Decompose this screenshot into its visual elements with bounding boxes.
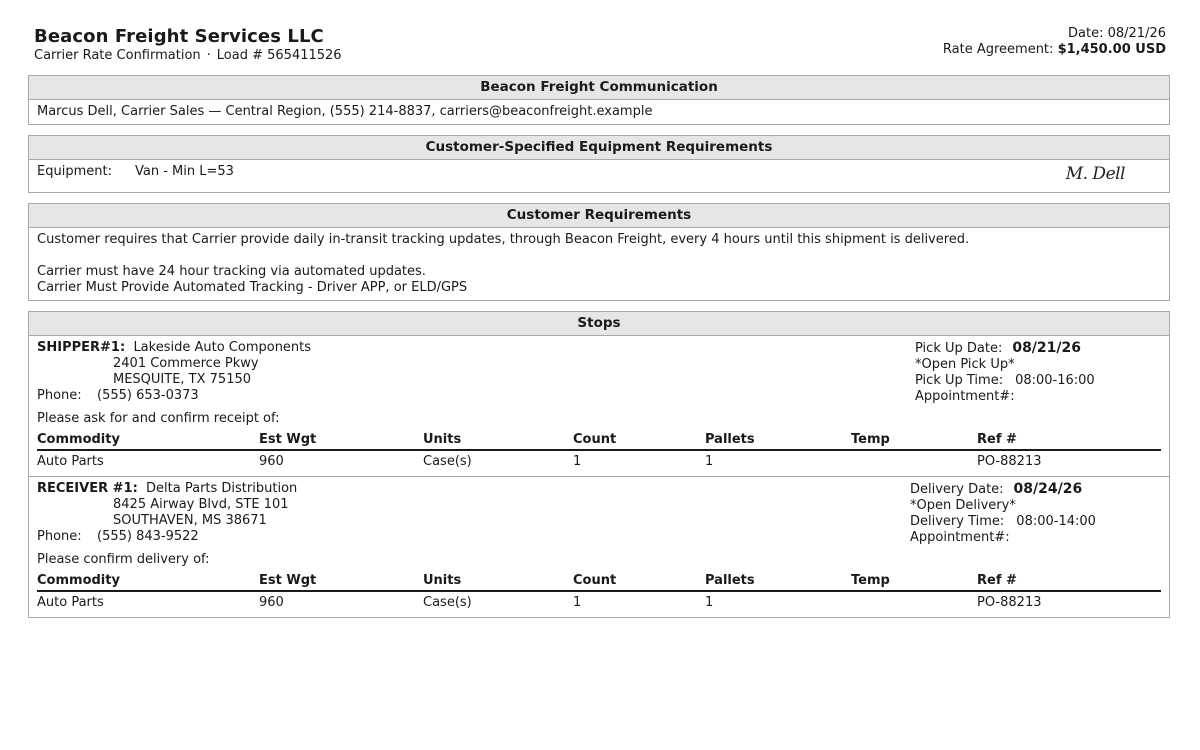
shipper-address-line1: 2401 Commerce Pkwy bbox=[113, 356, 259, 371]
receiver-name-line bbox=[37, 481, 297, 497]
pickup-time: 08:00-16:00 bbox=[1015, 373, 1095, 388]
delivery-date-label: Delivery Date: bbox=[910, 482, 1004, 497]
table-header-row bbox=[37, 431, 1161, 451]
communication-section bbox=[28, 75, 1170, 125]
confirm-instructions: Please ask for and confirm receipt of: bbox=[37, 411, 280, 426]
pickup-date-label: Pick Up Date: bbox=[915, 341, 1003, 356]
header-summary bbox=[943, 26, 1166, 58]
section-title: Customer-Specified Equipment Requirements bbox=[29, 136, 1169, 160]
section-title: Stops bbox=[29, 312, 1169, 336]
stop-kind-label: RECEIVER #1: bbox=[37, 481, 138, 496]
cell-units: Case(s) bbox=[423, 595, 472, 610]
requirement-line: Carrier Must Provide Automated Tracking - Driver APP, or ELD/GPS bbox=[37, 280, 468, 295]
receiver-address-line2: SOUTHAVEN, MS 38671 bbox=[113, 513, 267, 528]
open-pickup-note: *Open Pick Up* bbox=[915, 357, 1015, 372]
subtitle-separator: · bbox=[206, 48, 211, 63]
delivery-schedule bbox=[910, 481, 1096, 546]
shipper-phone: (555) 653-0373 bbox=[97, 388, 199, 403]
load-number: Load # 565411526 bbox=[216, 48, 342, 63]
table-row bbox=[37, 451, 1161, 473]
document-date bbox=[943, 26, 1166, 42]
cell-pallets: 1 bbox=[705, 595, 714, 610]
col-temp: Temp bbox=[851, 573, 890, 588]
shipper-name-line bbox=[37, 340, 311, 356]
section-title: Customer Requirements bbox=[29, 204, 1169, 228]
col-est-wgt: Est Wgt bbox=[259, 573, 317, 588]
confirm-instructions: Please confirm delivery of: bbox=[37, 552, 210, 567]
cell-commodity: Auto Parts bbox=[37, 454, 104, 469]
col-count: Count bbox=[573, 432, 617, 447]
stop-kind-label: SHIPPER#1: bbox=[37, 340, 126, 355]
shipper-commodity-table bbox=[37, 431, 1161, 473]
delivery-date: 08/24/26 bbox=[1013, 481, 1083, 497]
appointment-label: Appointment#: bbox=[910, 530, 1010, 545]
communication-contact: Marcus Dell, Carrier Sales — Central Region, (555) 214-8837, carriers@beaconfreight.example bbox=[37, 104, 653, 119]
requirement-line: Carrier must have 24 hour tracking via automated updates. bbox=[37, 264, 426, 279]
shipper-address-line2: MESQUITE, TX 75150 bbox=[113, 372, 252, 387]
delivery-time-line bbox=[910, 514, 1096, 530]
date-label: Date: bbox=[1068, 26, 1104, 41]
cell-est-wgt: 960 bbox=[259, 454, 284, 469]
appointment-label: Appointment#: bbox=[915, 389, 1015, 404]
shipper-name: Lakeside Auto Components bbox=[133, 340, 312, 355]
customer-requirements-section bbox=[28, 203, 1170, 301]
table-header-row bbox=[37, 572, 1161, 592]
col-pallets: Pallets bbox=[705, 432, 755, 447]
col-est-wgt: Est Wgt bbox=[259, 432, 317, 447]
cell-count: 1 bbox=[573, 595, 582, 610]
shipper-phone-line bbox=[37, 388, 311, 404]
rate-agreement bbox=[943, 42, 1166, 58]
col-count: Count bbox=[573, 573, 617, 588]
company-name: Beacon Freight Services LLC bbox=[34, 26, 324, 47]
document-header bbox=[34, 26, 1166, 68]
shipper-info bbox=[37, 340, 311, 404]
receiver-info bbox=[37, 481, 297, 545]
cell-est-wgt: 960 bbox=[259, 595, 284, 610]
requirement-line: Customer requires that Carrier provide daily in-transit tracking updates, through Beacon Freight, every 4 hours until this shipment is delivered. bbox=[37, 232, 970, 247]
phone-label: Phone: bbox=[37, 529, 82, 544]
receiver-phone: (555) 843-9522 bbox=[97, 529, 199, 544]
open-delivery-note: *Open Delivery* bbox=[910, 498, 1016, 513]
equipment-body bbox=[29, 160, 1169, 184]
equipment-value: Van - Min L=53 bbox=[135, 164, 234, 179]
col-pallets: Pallets bbox=[705, 573, 755, 588]
pickup-date: 08/21/26 bbox=[1012, 340, 1082, 356]
col-units: Units bbox=[423, 573, 462, 588]
col-commodity: Commodity bbox=[37, 573, 120, 588]
handwritten-signature: M. Dell bbox=[1065, 164, 1125, 184]
delivery-date-line bbox=[910, 481, 1096, 498]
equipment-label: Equipment: bbox=[37, 164, 112, 179]
requirements-body bbox=[29, 228, 1169, 300]
col-commodity: Commodity bbox=[37, 432, 120, 447]
stops-section bbox=[28, 311, 1170, 618]
pickup-date-line bbox=[915, 340, 1095, 357]
cell-ref: PO-88213 bbox=[977, 595, 1042, 610]
receiver-name: Delta Parts Distribution bbox=[146, 481, 298, 496]
table-row bbox=[37, 592, 1161, 614]
cell-units: Case(s) bbox=[423, 454, 472, 469]
shipper-stop bbox=[29, 336, 1169, 477]
delivery-time: 08:00-14:00 bbox=[1016, 514, 1096, 529]
cell-ref: PO-88213 bbox=[977, 454, 1042, 469]
receiver-address-line1: 8425 Airway Blvd, STE 101 bbox=[113, 497, 289, 512]
cell-commodity: Auto Parts bbox=[37, 595, 104, 610]
rate-label: Rate Agreement: bbox=[942, 42, 1054, 57]
document-subtitle bbox=[34, 48, 342, 63]
col-ref: Ref # bbox=[977, 432, 1017, 447]
pickup-time-label: Pick Up Time: bbox=[915, 373, 1004, 388]
col-temp: Temp bbox=[851, 432, 890, 447]
col-units: Units bbox=[423, 432, 462, 447]
section-title: Beacon Freight Communication bbox=[29, 76, 1169, 100]
receiver-commodity-table bbox=[37, 572, 1161, 614]
phone-label: Phone: bbox=[37, 388, 82, 403]
rate-amount: $1,450.00 USD bbox=[1057, 42, 1166, 57]
date-value: 08/21/26 bbox=[1107, 26, 1166, 41]
cell-pallets: 1 bbox=[705, 454, 714, 469]
pickup-schedule bbox=[915, 340, 1095, 405]
receiver-stop bbox=[29, 477, 1169, 618]
requirement-spacer bbox=[37, 248, 1161, 264]
pickup-time-line bbox=[915, 373, 1095, 389]
document-type: Carrier Rate Confirmation bbox=[34, 48, 201, 63]
delivery-time-label: Delivery Time: bbox=[910, 514, 1005, 529]
cell-count: 1 bbox=[573, 454, 582, 469]
receiver-phone-line bbox=[37, 529, 297, 545]
equipment-section bbox=[28, 135, 1170, 193]
col-ref: Ref # bbox=[977, 573, 1017, 588]
